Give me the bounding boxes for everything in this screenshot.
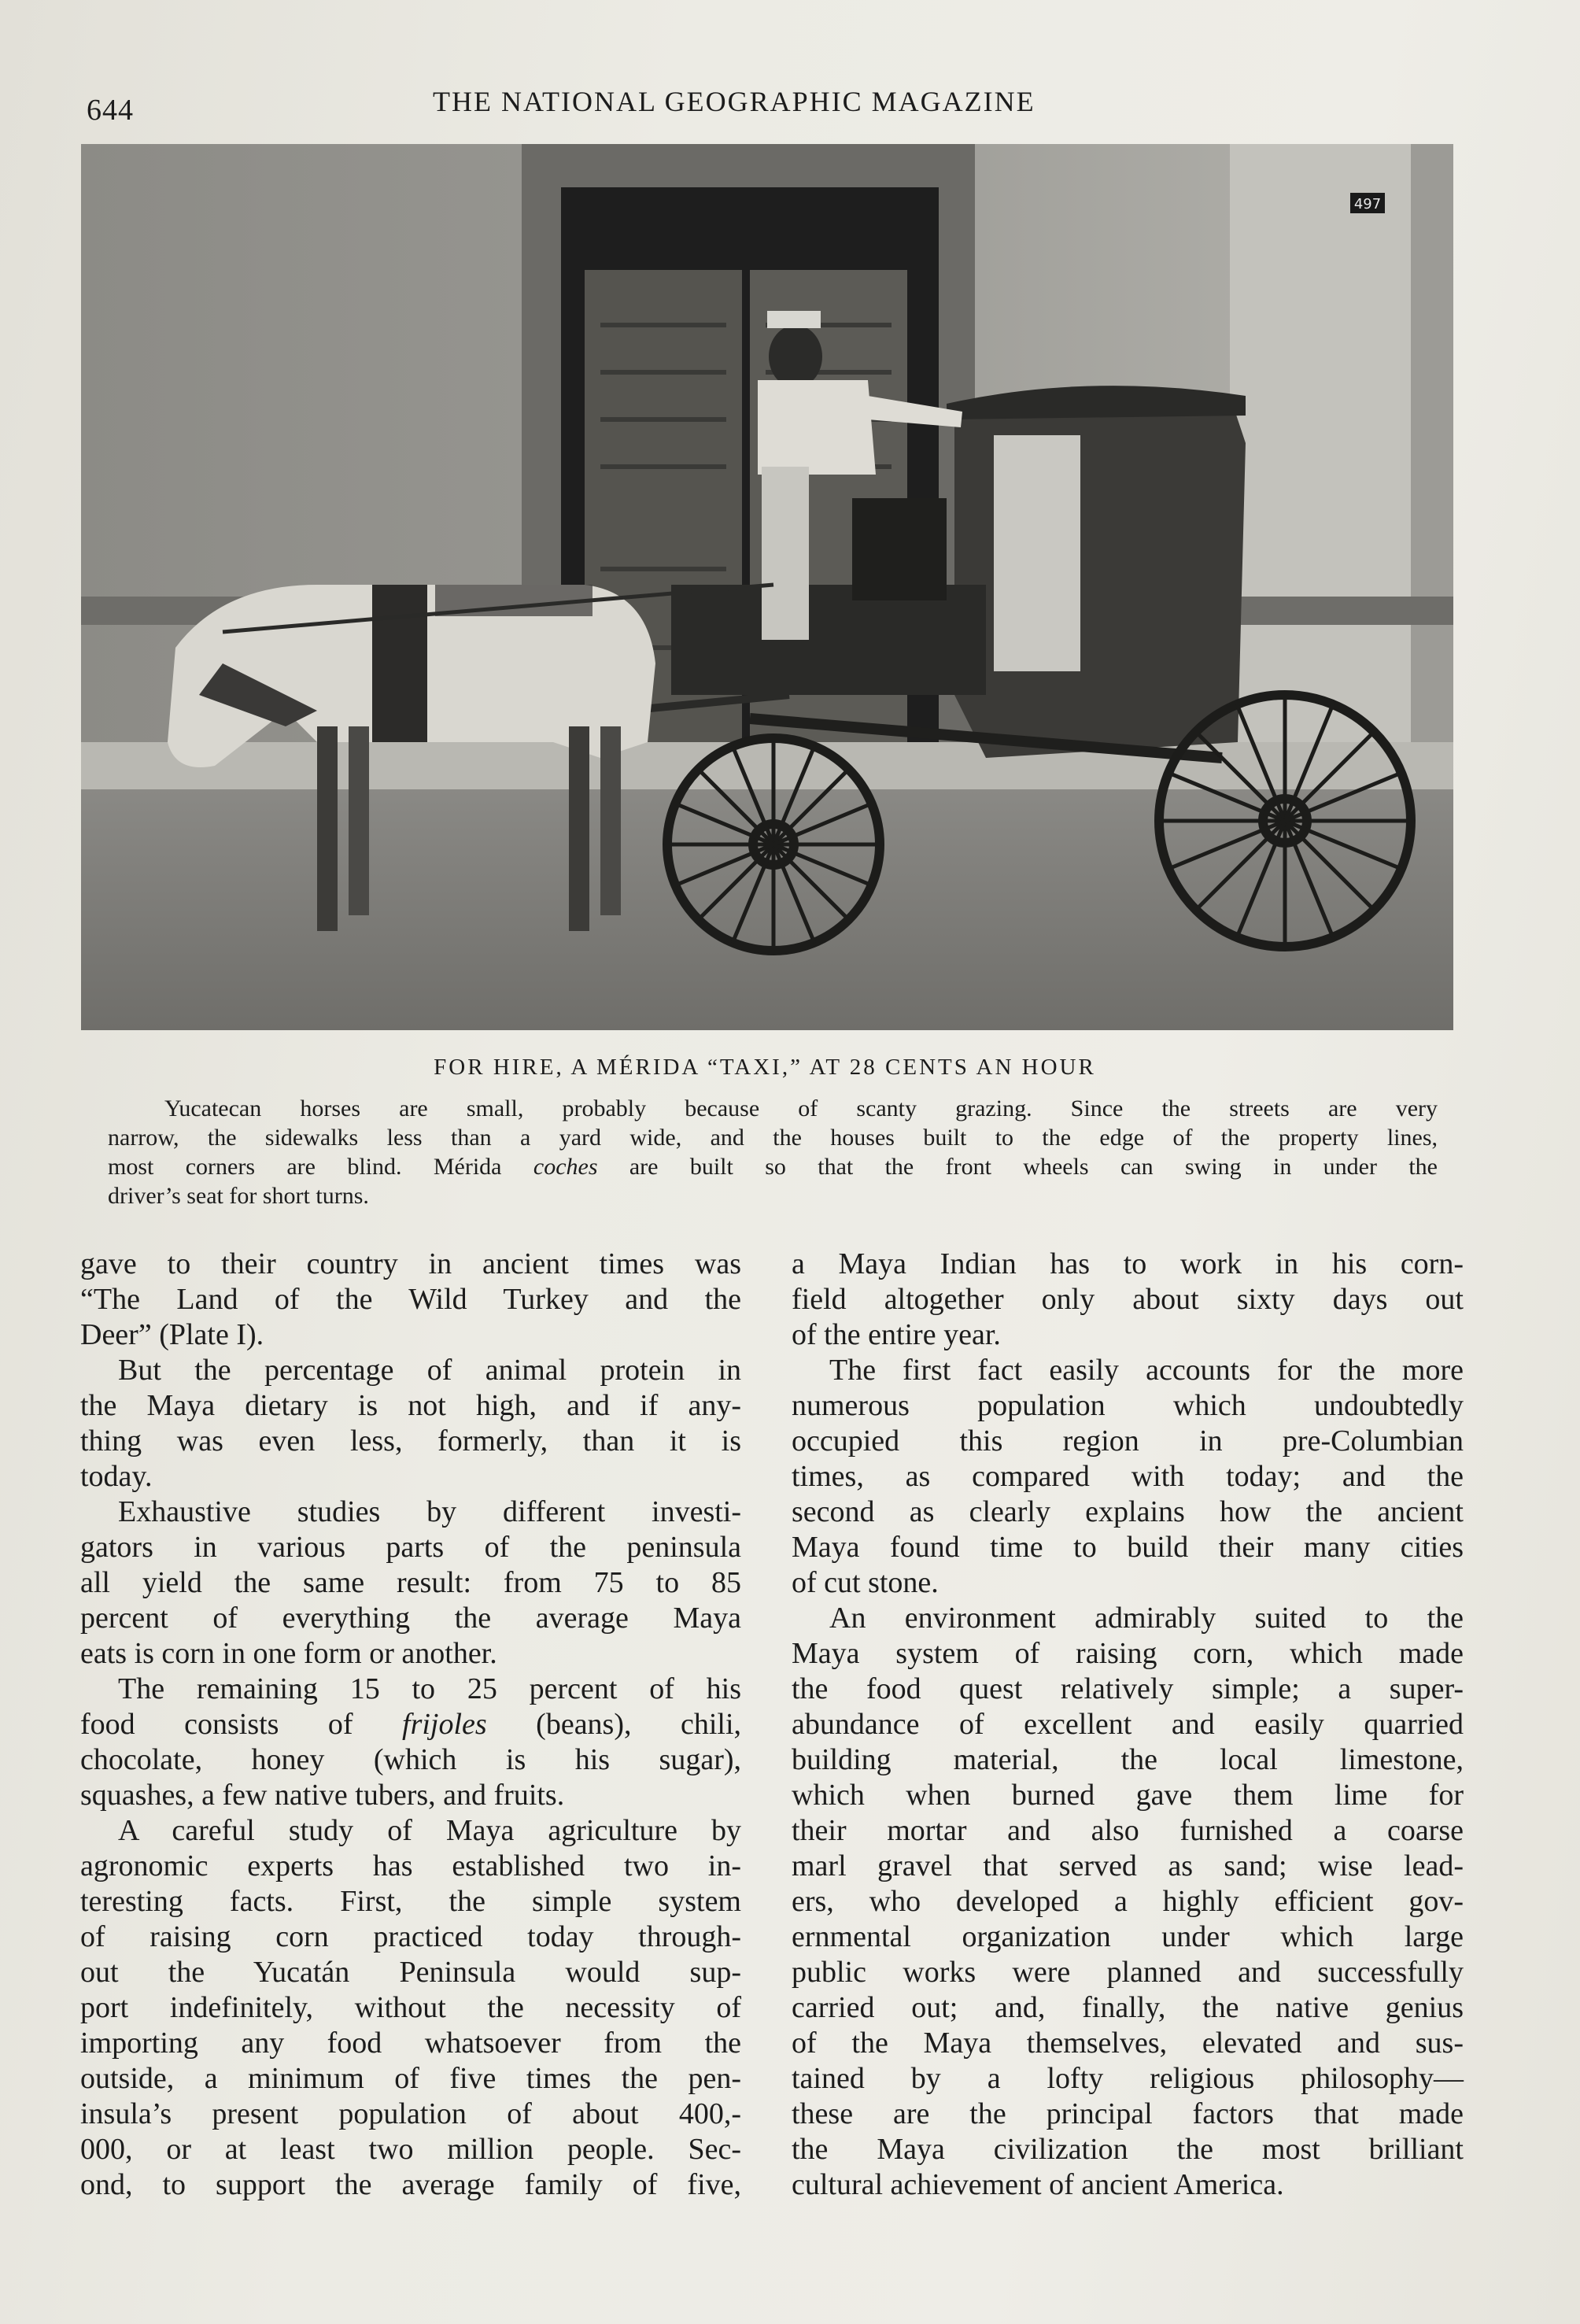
- text-line: Maya found time to build their many cities: [792, 1531, 1464, 1564]
- text-line: Exhaustive studies by different investi-: [118, 1495, 741, 1528]
- text-line: of the Maya themselves, elevated and sus-: [792, 2027, 1464, 2060]
- text-line: of cut stone.: [792, 1566, 939, 1599]
- text-line: times, as compared with today; and the: [792, 1460, 1464, 1493]
- text-line: abundance of excellent and easily quarried: [792, 1708, 1464, 1741]
- text-line: tained by a lofty religious philosophy—: [792, 2062, 1464, 2095]
- text-line: public works were planned and successfully: [792, 1956, 1464, 1989]
- text-line: their mortar and also furnished a coarse: [792, 1814, 1464, 1847]
- text-line: squashes, a few native tubers, and fruits.: [80, 1779, 565, 1812]
- text-line: today.: [80, 1460, 153, 1493]
- rear-wheel: [1159, 695, 1411, 947]
- text-line: Deer” (Plate I).: [80, 1318, 264, 1351]
- text-line: occupied this region in pre-Columbian: [792, 1424, 1464, 1458]
- text-line: An environment admirably suited to the: [829, 1602, 1464, 1635]
- text-line: marl gravel that served as sand; wise lead-: [792, 1849, 1464, 1882]
- front-wheel: [667, 738, 880, 951]
- text-line: ond, to support the average family of five,: [80, 2168, 741, 2201]
- italic-word: frijoles: [402, 1708, 487, 1741]
- text-line: teresting facts. First, the simple system: [80, 1885, 741, 1918]
- text-line: a Maya Indian has to work in his corn-: [792, 1247, 1464, 1280]
- caption-line: driver’s seat for short turns.: [108, 1183, 369, 1209]
- caption-line: Yucatecan horses are small, probably because of scanty grazing. Since the streets are very: [164, 1095, 1438, 1121]
- carriage-photograph: [81, 144, 1453, 1030]
- text-line: field altogether only about sixty days out: [792, 1283, 1464, 1316]
- text-line: percent of everything the average Maya: [80, 1602, 741, 1635]
- page-number: 644: [87, 94, 134, 127]
- text-line: out the Yucatán Peninsula would sup-: [80, 1956, 741, 1989]
- text-line: 000, or at least two million people. Sec-: [80, 2133, 741, 2166]
- caption-text: most corners are blind. Mérida: [108, 1154, 533, 1180]
- text-line: second as clearly explains how the ancient: [792, 1495, 1464, 1528]
- text-line: numerous population which undoubtedly: [792, 1389, 1464, 1422]
- text-line: [80, 1707, 741, 1742]
- text-line: insula’s present population of about 400,-: [80, 2097, 741, 2130]
- text-line: the food quest relatively simple; a super-: [792, 1672, 1464, 1705]
- running-head: THE NATIONAL GEOGRAPHIC MAGAZINE: [433, 86, 1035, 117]
- text-line: The first fact easily accounts for the more: [829, 1354, 1464, 1387]
- text-line: all yield the same result: from 75 to 85: [80, 1566, 741, 1599]
- left-column: [80, 1247, 741, 2203]
- text-line: ers, who developed a highly efficient gov-: [792, 1885, 1464, 1918]
- text-line: ernmental organization under which large: [792, 1920, 1464, 1953]
- text-line: of raising corn practiced today through-: [80, 1920, 741, 1953]
- caption-line: [108, 1152, 1438, 1181]
- text-line: carried out; and, finally, the native genius: [792, 1991, 1464, 2024]
- caption-title: FOR HIRE, A MÉRIDA “TAXI,” AT 28 CENTS AN HOUR: [434, 1055, 1096, 1080]
- caption-body: [108, 1094, 1438, 1210]
- text-line: cultural achievement of ancient America.: [792, 2168, 1284, 2201]
- text-fragment: food consists of: [80, 1708, 403, 1741]
- text-line: eats is corn in one form or another.: [80, 1637, 497, 1670]
- text-line: building material, the local limestone,: [792, 1743, 1464, 1776]
- caption-text: are built so that the front wheels can swing in under the: [597, 1154, 1438, 1180]
- text-line: The remaining 15 to 25 percent of his: [118, 1672, 741, 1705]
- text-line: these are the principal factors that made: [792, 2097, 1464, 2130]
- right-column: [792, 1247, 1464, 2203]
- text-line: Maya system of raising corn, which made: [792, 1637, 1464, 1670]
- text-line: gators in various parts of the peninsula: [80, 1531, 741, 1564]
- caption-italic: coches: [533, 1154, 598, 1180]
- text-line: “The Land of the Wild Turkey and the: [80, 1283, 741, 1316]
- text-line: outside, a minimum of five times the pen-: [80, 2062, 741, 2095]
- text-line: thing was even less, formerly, than it is: [80, 1424, 741, 1458]
- text-line: which when burned gave them lime for: [792, 1779, 1464, 1812]
- caption-line: narrow, the sidewalks less than a yard wide, and the houses built to the edge of the property lines,: [108, 1125, 1438, 1151]
- text-line: But the percentage of animal protein in: [118, 1354, 741, 1387]
- text-line: the Maya civilization the most brilliant: [792, 2133, 1464, 2166]
- text-line: chocolate, honey (which is his sugar),: [80, 1743, 741, 1776]
- house-number: 497: [1353, 196, 1382, 212]
- text-line: importing any food whatsoever from the: [80, 2027, 741, 2060]
- text-line: the Maya dietary is not high, and if any-: [80, 1389, 741, 1422]
- text-line: of the entire year.: [792, 1318, 1001, 1351]
- text-line: A careful study of Maya agriculture by: [118, 1814, 741, 1847]
- text-line: agronomic experts has established two in-: [80, 1849, 741, 1882]
- text-line: gave to their country in ancient times was: [80, 1247, 741, 1280]
- text-line: port indefinitely, without the necessity of: [80, 1991, 741, 2024]
- text-fragment: (beans), chili,: [486, 1708, 741, 1741]
